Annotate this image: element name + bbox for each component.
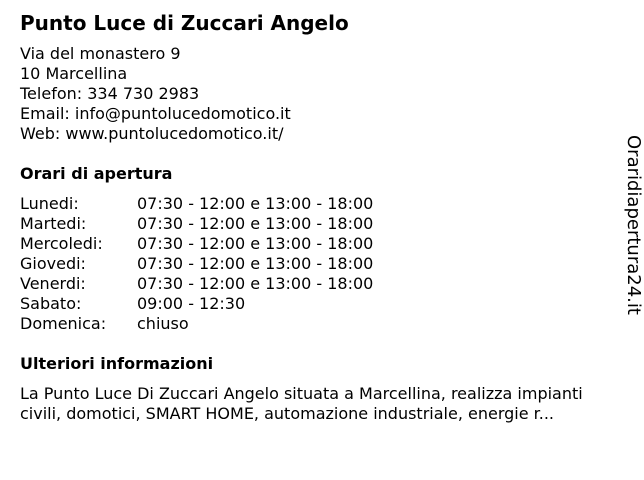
hours-value: 07:30 - 12:00 e 13:00 - 18:00 xyxy=(137,194,374,213)
day-label: Sabato: xyxy=(20,294,82,313)
address-street: Via del monastero 9 xyxy=(20,44,181,63)
hours-value: 07:30 - 12:00 e 13:00 - 18:00 xyxy=(137,234,374,253)
day-label: Giovedi: xyxy=(20,254,86,273)
business-card xyxy=(20,10,620,424)
more-info-heading: Ulteriori informazioni xyxy=(20,354,214,373)
day-label: Martedi: xyxy=(20,214,87,233)
site-brand-vertical: Oraridiapertura24.it xyxy=(623,135,644,315)
hours-row-sunday xyxy=(20,314,620,334)
hours-row-friday xyxy=(20,274,620,294)
hours-value: chiuso xyxy=(137,314,189,333)
more-info-text: La Punto Luce Di Zuccari Angelo situata a Marcellina, realizza impianti civili, domotici, SMART HOME, automazione industriale, energie r... xyxy=(20,384,583,423)
website-address: Web: www.puntolucedomotico.it/ xyxy=(20,124,284,143)
hours-value: 09:00 - 12:30 xyxy=(137,294,246,313)
hours-value: 07:30 - 12:00 e 13:00 - 18:00 xyxy=(137,254,374,273)
phone-number: Telefon: 334 730 2983 xyxy=(20,84,200,103)
business-name: Punto Luce di Zuccari Angelo xyxy=(20,11,349,35)
opening-hours-heading: Orari di apertura xyxy=(20,164,173,183)
hours-value: 07:30 - 12:00 e 13:00 - 18:00 xyxy=(137,214,374,233)
hours-row-thursday xyxy=(20,254,620,274)
hours-row-wednesday xyxy=(20,234,620,254)
hours-value: 07:30 - 12:00 e 13:00 - 18:00 xyxy=(137,274,374,293)
opening-hours-table xyxy=(20,194,620,334)
hours-row-saturday xyxy=(20,294,620,314)
day-label: Mercoledi: xyxy=(20,234,103,253)
hours-row-tuesday xyxy=(20,214,620,234)
address-city: 10 Marcellina xyxy=(20,64,128,83)
email-address: Email: info@puntolucedomotico.it xyxy=(20,104,291,123)
day-label: Venerdi: xyxy=(20,274,86,293)
contact-block xyxy=(20,44,620,144)
day-label: Lunedi: xyxy=(20,194,79,213)
day-label: Domenica: xyxy=(20,314,107,333)
hours-row-monday xyxy=(20,194,620,214)
